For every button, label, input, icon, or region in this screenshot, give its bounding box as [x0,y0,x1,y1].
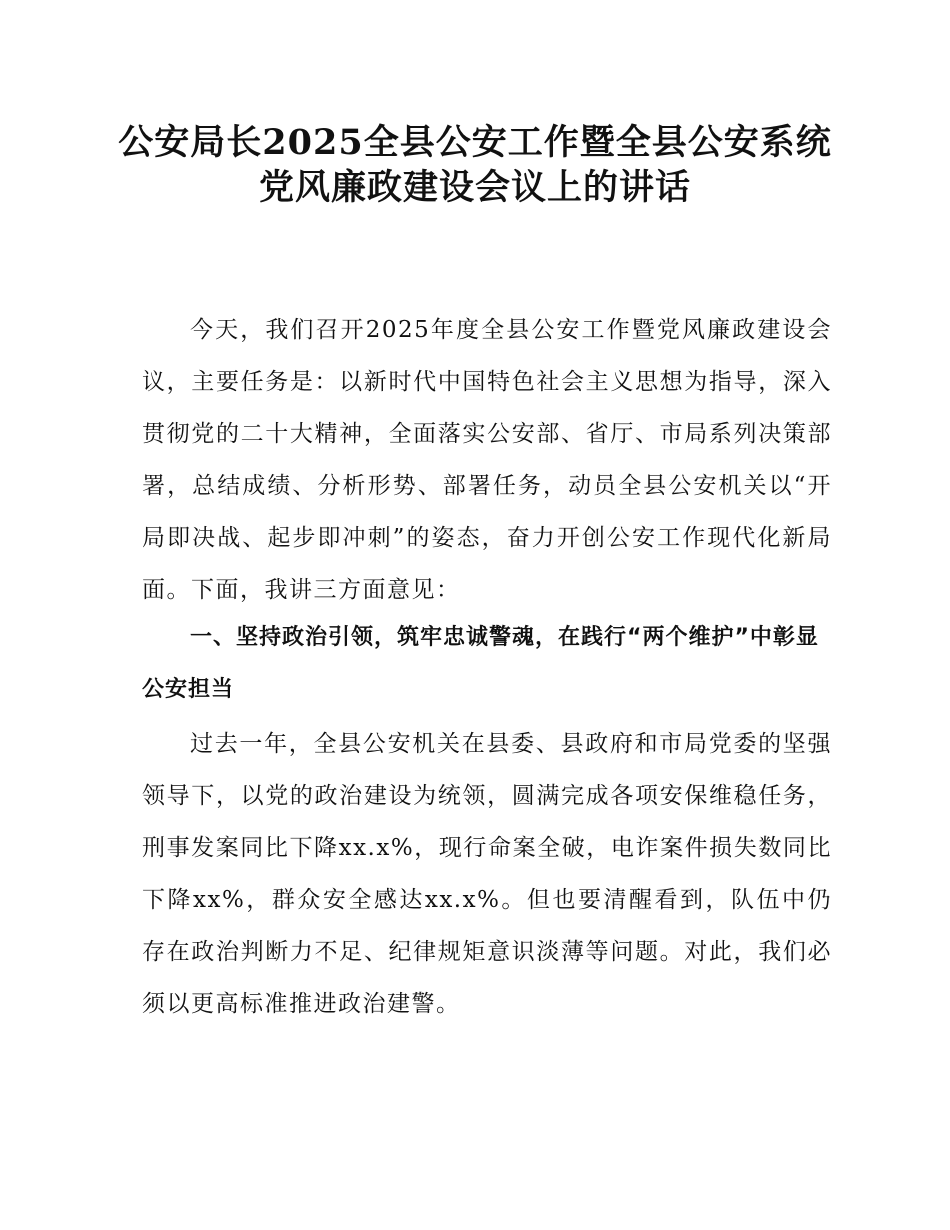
document-title-line-1: 公安局长2025全县公安工作暨全县公安系统 [118,122,832,163]
document-title-line-2: 党风廉政建设会议上的讲话 [258,167,691,208]
intro-paragraph: 今天，我们召开2025年度全县公安工作暨党风廉政建设会议，主要任务是：以新时代中国特色社会主义思想为指导，深入贯彻党的二十大精神，全面落实公安部、省厅、市局系列决策部署，总结成绩、分析形势、部署任务，动员全县公安机关以“开局即决战、起步即冲刺”的姿态，奋力开创公安工作现代化新局面。下面，我讲三方面意见： [142,317,832,603]
section-heading-1: 一、坚持政治引领，筑牢忠诚警魂，在践行“两个维护”中彰显公安担当 [142,625,819,702]
section-1-paragraph: 过去一年，全县公安机关在县委、县政府和市局党委的坚强领导下，以党的政治建设为统领，圆满完成各项安保维稳任务，刑事发案同比下降xx.x%，现行命案全破，电诈案件损失数同比下降xx%，群众安全感达xx.x%。但也要清醒看到，队伍中仍存在政治判断力不足、纪律规矩意识淡薄等问题。对此，我们必须以更高标准推进政治建警。 [142,731,832,1017]
